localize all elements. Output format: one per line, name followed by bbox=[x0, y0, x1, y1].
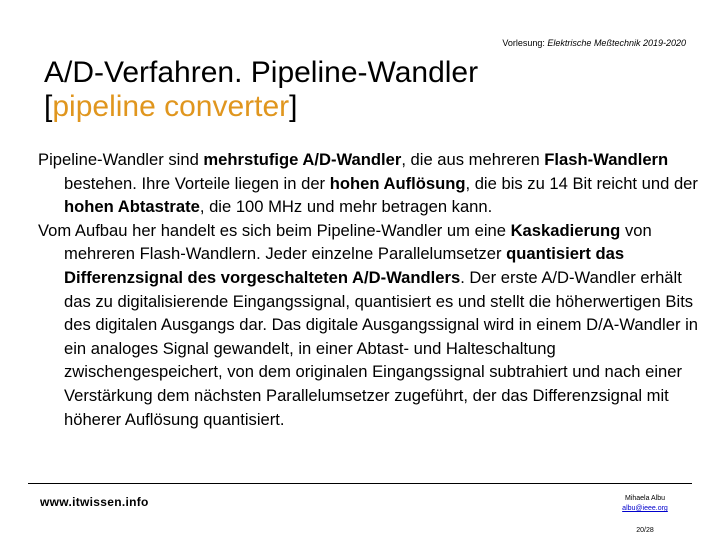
title-accent: pipeline converter bbox=[52, 90, 290, 123]
footer-author-block bbox=[600, 494, 690, 536]
p1-text: , die 100 MHz und mehr betragen kann. bbox=[199, 197, 493, 217]
lecture-label: Vorlesung: bbox=[502, 38, 548, 48]
p1-text: , die aus mehreren bbox=[401, 150, 545, 169]
paragraph-2 bbox=[38, 219, 710, 431]
slide-body bbox=[38, 148, 710, 431]
footer-url: www.itwissen.info bbox=[40, 495, 149, 509]
title-line1: A/D-Verfahren. Pipeline-Wandler bbox=[44, 56, 479, 89]
paragraph-1 bbox=[38, 148, 710, 219]
author-name: Mihaela Albu bbox=[624, 495, 666, 502]
p1-text: bestehen. Ihre Vorteile liegen in der bbox=[64, 173, 330, 193]
p2-text: Vom Aufbau her handelt es sich beim Pipeline-Wandler um eine bbox=[38, 220, 511, 240]
p1-text: Pipeline-Wandler sind bbox=[38, 150, 204, 169]
author-email-link[interactable]: albu@ieee.org bbox=[622, 505, 668, 512]
p1-bold: hohen Auflösung bbox=[329, 173, 466, 193]
p2-bold: Kaskadierung bbox=[510, 220, 621, 240]
p1-bold: mehrstufige A/D-Wandler bbox=[203, 150, 402, 169]
title-bracket-open: [ bbox=[44, 90, 53, 123]
lecture-name: Elektrische Meßtechnik 2019-2020 bbox=[547, 38, 686, 48]
p2-text: . Der erste A/D-Wandler erhält das zu digitalisierende Eingangssignal, quantisiert es und stellt die höherwertigen Bits des digitalen Ausgangs dar. Das digitale Ausgangssignal wird in einem D/A-Wandler in ein analoges Signal gewandelt, in einer Abtast- und Halteschaltung zwischengespeichert, von dem originalen Eingangssignal subtrahiert und nach einer Verstärkung dem nächsten Parallelumsetzer zugeführt, der das Differenzsignal mit höherer Auflösung quantisiert. bbox=[64, 267, 698, 429]
page-number: 20/28 bbox=[636, 527, 654, 534]
footer-divider bbox=[28, 483, 692, 484]
p1-text: , die bis zu 14 Bit reicht und der bbox=[465, 173, 698, 193]
p2-bold: quantisiert das Differenzsignal des vorgeschalteten A/D-Wandlers bbox=[64, 244, 625, 287]
slide-title bbox=[44, 56, 478, 124]
p1-bold: hohen Abtastrate bbox=[64, 197, 200, 217]
title-bracket-close: ] bbox=[289, 90, 298, 123]
p2-text: von mehreren Flash-Wandlern. Jeder einzelne Parallelumsetzer bbox=[64, 220, 652, 264]
lecture-header bbox=[502, 38, 686, 48]
p1-bold: Flash-Wandlern bbox=[544, 150, 669, 169]
